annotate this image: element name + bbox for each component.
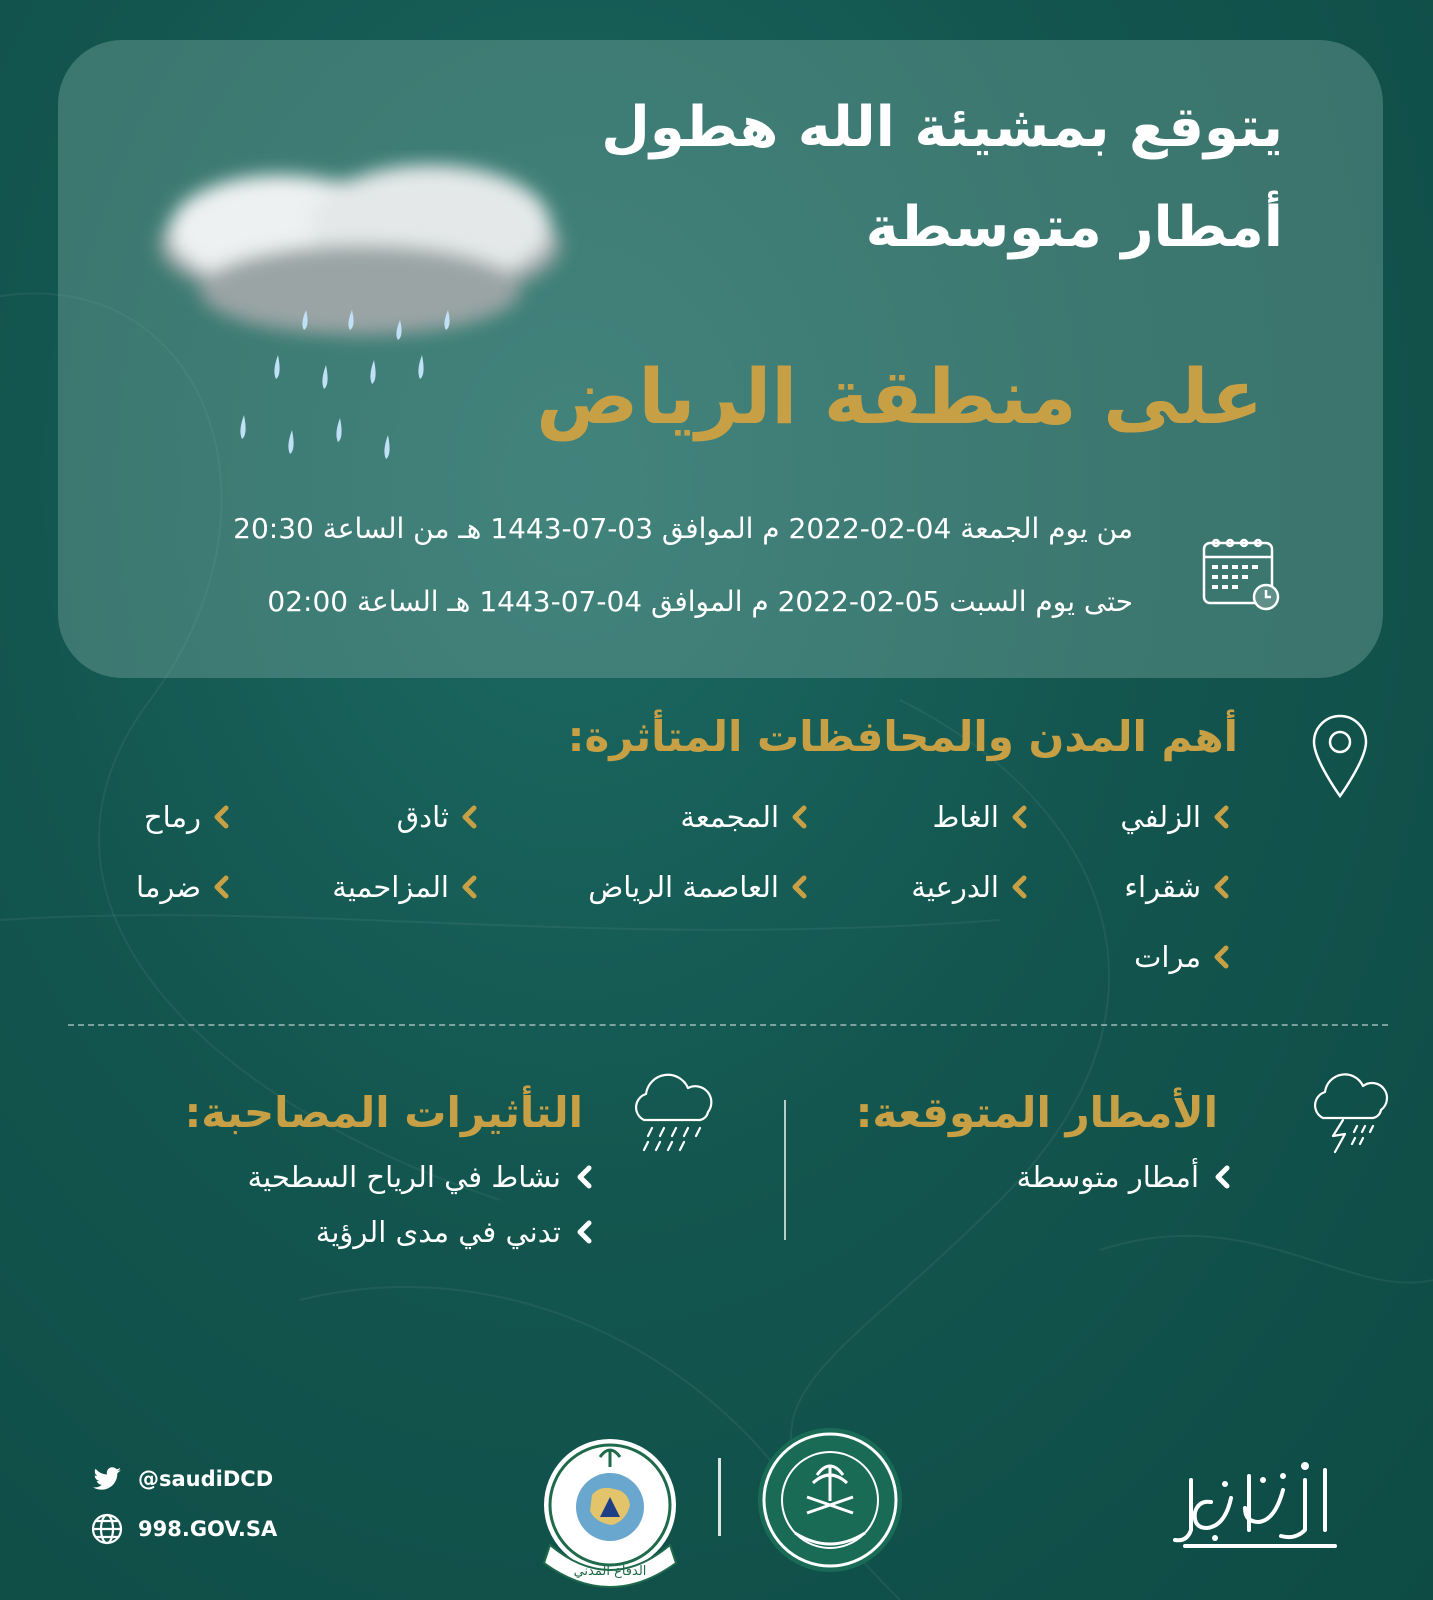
calendar-clock-icon — [1200, 533, 1284, 617]
chevron-left-icon — [1211, 874, 1233, 900]
expected-rain-text: أمطار متوسطة — [1016, 1160, 1199, 1194]
city-name: الزلفي — [1120, 800, 1201, 834]
column-divider — [784, 1100, 786, 1240]
storm-cloud-icon — [1305, 1070, 1391, 1156]
chevron-left-icon — [1009, 874, 1031, 900]
rain-cloud-illustration — [130, 150, 590, 480]
city-item — [911, 870, 1031, 904]
chevron-left-icon — [1009, 804, 1031, 830]
effect-item — [316, 1215, 595, 1249]
twitter-icon — [90, 1462, 124, 1496]
city-item — [588, 870, 811, 904]
globe-icon — [90, 1512, 124, 1546]
chevron-left-icon — [459, 804, 481, 830]
city-name: ضرما — [136, 870, 201, 904]
website-link[interactable] — [90, 1512, 277, 1546]
chevron-left-icon — [211, 804, 233, 830]
location-pin-icon — [1310, 712, 1370, 798]
headline-line-2: أمطار متوسطة — [865, 195, 1283, 260]
city-item — [1124, 870, 1233, 904]
city-item — [1134, 940, 1233, 974]
website-url: 998.GOV.SA — [138, 1517, 278, 1541]
twitter-link[interactable] — [90, 1462, 273, 1496]
slogan-calligraphy — [1165, 1450, 1345, 1560]
chevron-left-icon — [1211, 944, 1233, 970]
effect-text: تدني في مدى الرؤية — [315, 1215, 561, 1249]
city-name: الدرعية — [911, 870, 999, 904]
chevron-left-icon — [575, 1219, 595, 1245]
chevron-left-icon — [1211, 804, 1233, 830]
section-divider — [68, 1024, 1388, 1026]
ministry-of-interior-logo — [755, 1425, 905, 1575]
effect-item — [248, 1160, 595, 1194]
rain-cloud-icon — [628, 1070, 718, 1160]
city-item — [397, 800, 481, 834]
effect-text: نشاط في الرياح السطحية — [247, 1160, 561, 1194]
period-from: من يوم الجمعة 04-02-2022 م الموافق 03-07-1443 هـ من الساعة 20:30 — [233, 512, 1133, 545]
city-name: الغاط — [932, 800, 999, 834]
effects-title: التأثيرات المصاحبة: — [184, 1088, 583, 1137]
city-item — [136, 870, 233, 904]
civil-defense-logo-text: الدفاع المدني — [573, 1564, 647, 1579]
logo-separator — [718, 1458, 721, 1536]
city-name: المجمعة — [680, 800, 779, 834]
twitter-handle: @saudiDCD — [138, 1467, 274, 1491]
expected-rain-item — [1017, 1160, 1233, 1194]
city-item — [1120, 800, 1233, 834]
expected-rain-title: الأمطار المتوقعة: — [855, 1088, 1218, 1137]
chevron-left-icon — [459, 874, 481, 900]
civil-defense-logo — [530, 1425, 690, 1595]
chevron-left-icon — [575, 1164, 595, 1190]
city-name: رماح — [143, 800, 201, 834]
city-name: المزاحمية — [332, 870, 449, 904]
city-name: شقراء — [1124, 870, 1201, 904]
chevron-left-icon — [789, 804, 811, 830]
city-item — [680, 800, 811, 834]
city-name: مرات — [1134, 940, 1201, 974]
city-name: ثادق — [396, 800, 449, 834]
chevron-left-icon — [211, 874, 233, 900]
city-name: العاصمة الرياض — [588, 870, 779, 904]
period-to: حتى يوم السبت 05-02-2022 م الموافق 04-07-1443 هـ الساعة 02:00 — [267, 585, 1133, 618]
chevron-left-icon — [1213, 1164, 1233, 1190]
cities-title: أهم المدن والمحافظات المتأثرة: — [567, 712, 1238, 761]
region-title: على منطقة الرياض — [536, 352, 1263, 441]
city-item — [144, 800, 233, 834]
city-item — [932, 800, 1031, 834]
chevron-left-icon — [789, 874, 811, 900]
headline-line-1: يتوقع بمشيئة الله هطول — [601, 95, 1283, 160]
city-item — [332, 870, 481, 904]
